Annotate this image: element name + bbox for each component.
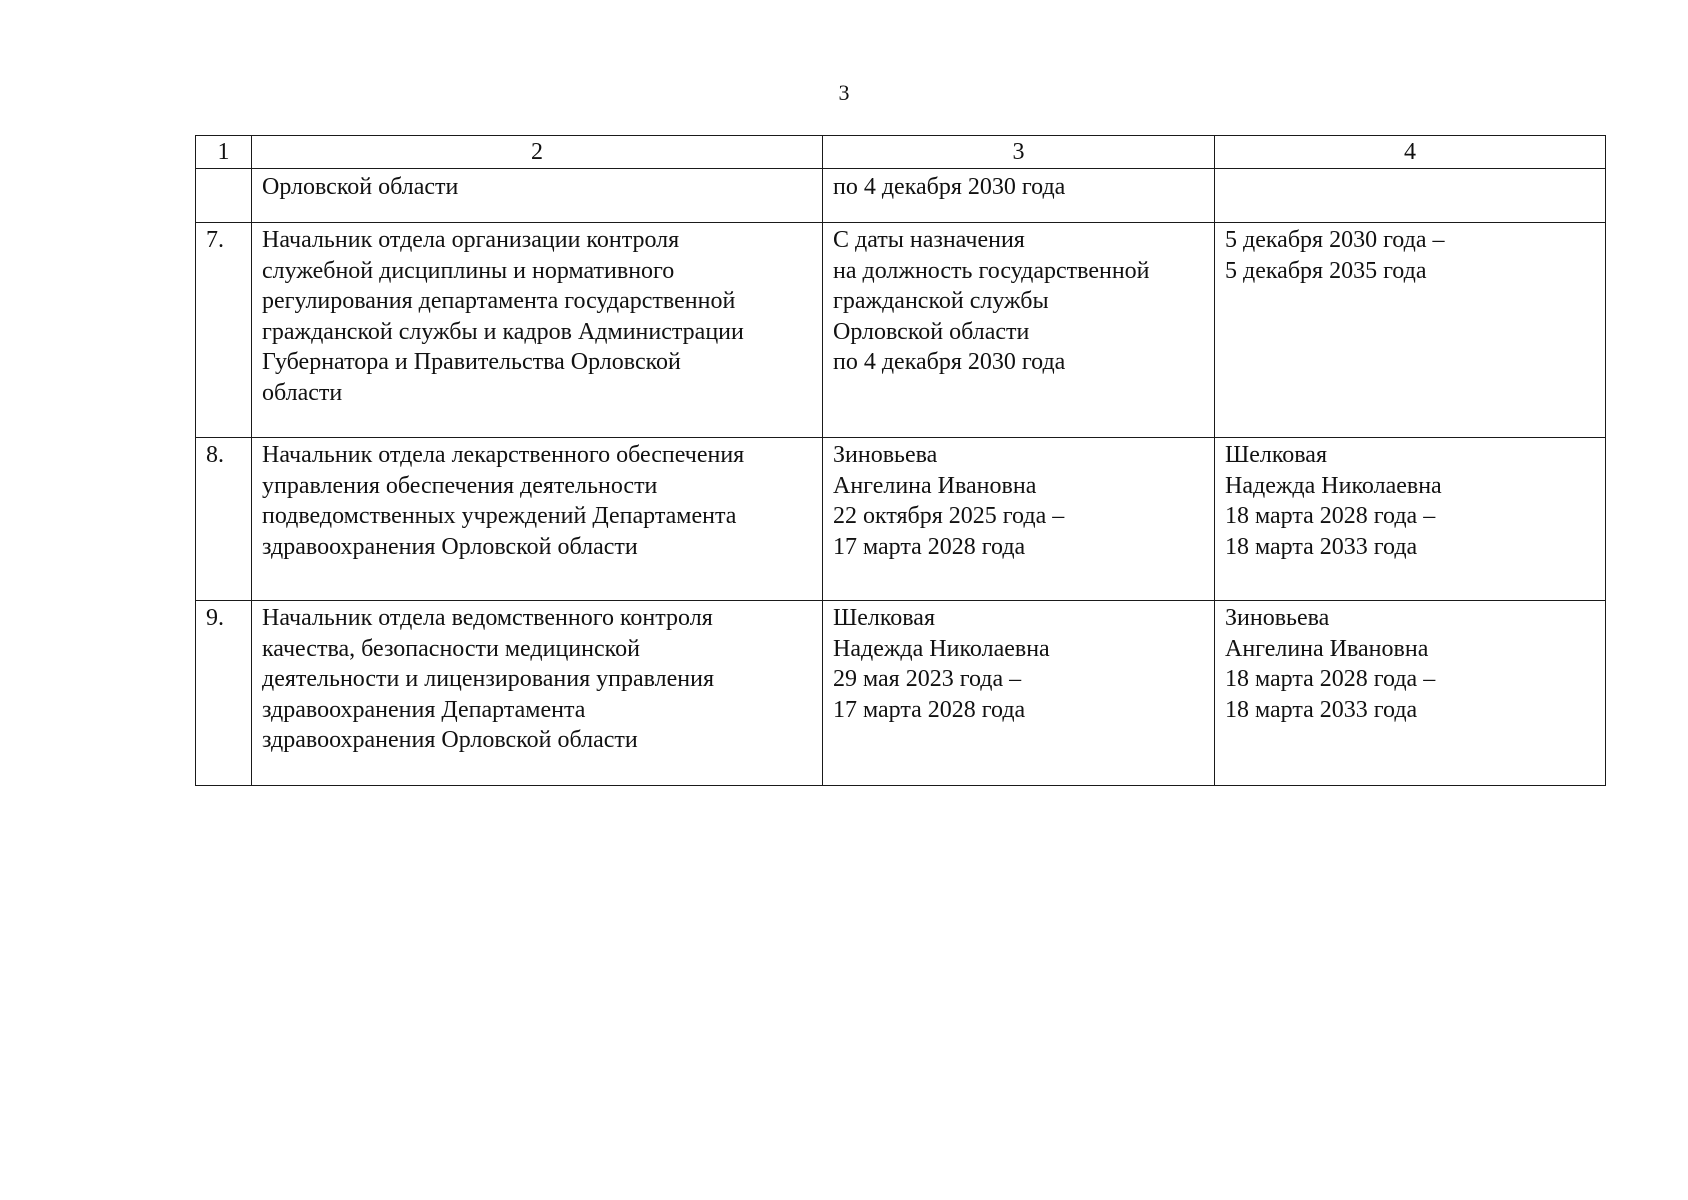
position-line: служебной дисциплины и нормативного: [262, 257, 675, 284]
position-cell: [252, 601, 823, 786]
position-line: Орловской области: [262, 174, 459, 200]
position-cell: [252, 223, 823, 438]
current-holder-line: Зиновьева: [833, 442, 938, 468]
next-holder-line: 18 марта 2033 года: [1225, 533, 1418, 560]
current-holder-line: по 4 декабря 2030 года: [833, 349, 1066, 375]
appointments-table: [195, 135, 1606, 786]
current-holder-line: 17 марта 2028 года: [833, 696, 1026, 723]
next-holder-cell: [1215, 223, 1606, 438]
current-holder-line: гражданской службы: [833, 288, 1049, 314]
current-holder-line: на должность государственной: [833, 257, 1150, 284]
row-number: 8.: [196, 438, 252, 601]
position-line: Начальник отдела организации контроля: [262, 227, 680, 253]
current-holder-line: С даты назначения: [833, 227, 1025, 253]
position-line: здравоохранения Департамента: [262, 696, 586, 723]
position-line: Начальник отдела лекарственного обеспечения: [262, 442, 745, 468]
current-holder-line: Шелковая: [833, 605, 935, 631]
current-holder-cell: [823, 601, 1215, 786]
next-holder-line: 18 марта 2033 года: [1225, 696, 1418, 723]
position-cell: [252, 169, 823, 223]
table-row: [196, 223, 1606, 438]
current-holder-line: Орловской области: [833, 318, 1030, 345]
column-header-3: 3: [823, 136, 1215, 169]
next-holder-line: Зиновьева: [1225, 605, 1330, 631]
next-holder-line: Шелковая: [1225, 442, 1327, 468]
table-row: [196, 169, 1606, 223]
next-holder-line: 18 марта 2028 года –: [1225, 503, 1436, 529]
next-holder-cell: [1215, 601, 1606, 786]
current-holder-line: 29 мая 2023 года –: [833, 666, 1022, 692]
column-header-1: 1: [196, 136, 252, 169]
page-number: 3: [838, 80, 850, 105]
table-row: [196, 601, 1606, 786]
column-header-2: 2: [252, 136, 823, 169]
next-holder-line: Надежда Николаевна: [1225, 472, 1442, 499]
position-cell: [252, 438, 823, 601]
current-holder-cell: [823, 169, 1215, 223]
row-number: [196, 169, 252, 223]
position-line: области: [262, 379, 343, 406]
position-line: деятельности и лицензирования управления: [262, 666, 714, 692]
position-line: Губернатора и Правительства Орловской: [262, 349, 681, 375]
current-holder-line: 22 октября 2025 года –: [833, 503, 1065, 529]
current-holder-cell: [823, 223, 1215, 438]
current-holder-line: Надежда Николаевна: [833, 635, 1050, 662]
current-holder-cell: [823, 438, 1215, 601]
position-line: подведомственных учреждений Департамента: [262, 503, 737, 529]
position-line: управления обеспечения деятельности: [262, 472, 658, 499]
next-holder-line: Ангелина Ивановна: [1225, 635, 1429, 662]
position-line: здравоохранения Орловской области: [262, 533, 638, 560]
table-row: [196, 438, 1606, 601]
column-header-4: 4: [1215, 136, 1606, 169]
next-holder-cell: [1215, 438, 1606, 601]
table-header-row: [196, 136, 1606, 169]
position-line: регулирования департамента государственной: [262, 288, 736, 314]
current-holder-line: Ангелина Ивановна: [833, 472, 1037, 499]
position-line: качества, безопасности медицинской: [262, 635, 640, 662]
next-holder-line: 18 марта 2028 года –: [1225, 666, 1436, 692]
position-line: Начальник отдела ведомственного контроля: [262, 605, 713, 631]
position-line: гражданской службы и кадров Администрации: [262, 318, 744, 345]
next-holder-cell: [1215, 169, 1606, 223]
current-holder-line: 17 марта 2028 года: [833, 533, 1026, 560]
row-number: 7.: [196, 223, 252, 438]
next-holder-line: 5 декабря 2035 года: [1225, 257, 1427, 284]
position-line: здравоохранения Орловской области: [262, 727, 638, 753]
current-holder-line: по 4 декабря 2030 года: [833, 174, 1066, 200]
row-number: 9.: [196, 601, 252, 786]
next-holder-line: 5 декабря 2030 года –: [1225, 227, 1445, 253]
